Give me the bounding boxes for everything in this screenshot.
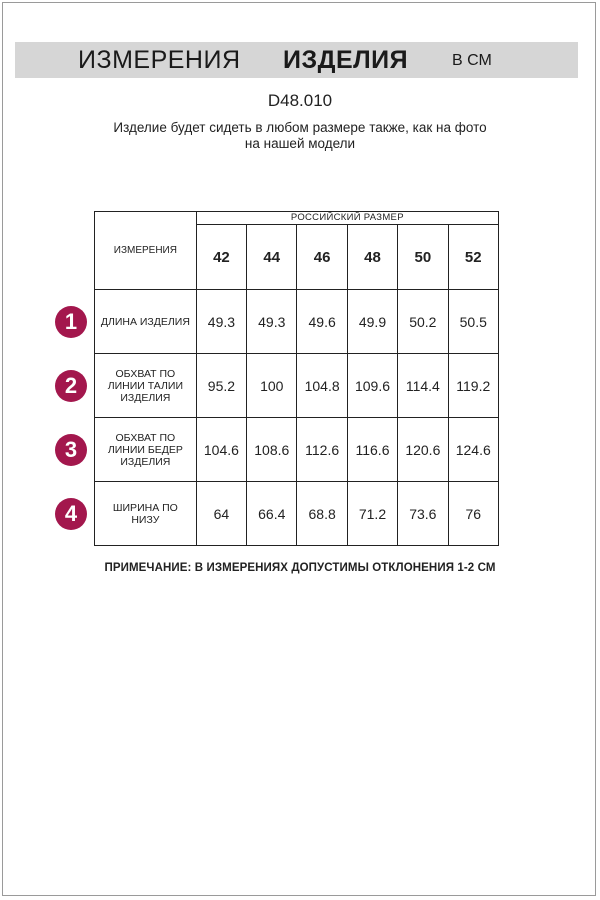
table-row: [95, 290, 499, 354]
value-cell: 112.6: [297, 418, 347, 482]
fit-note-line-2: на нашей модели: [244, 136, 356, 151]
row-label-line: ДЛИНА ИЗДЕЛИЯ: [100, 315, 190, 328]
value-cell: 119.2: [448, 354, 498, 418]
value-cell: 76: [448, 482, 498, 546]
number-badge-4: 4: [55, 498, 87, 530]
table-row: [95, 482, 499, 546]
value-cell: 68.8: [297, 482, 347, 546]
value-cell: 95.2: [196, 354, 246, 418]
header-measurements: ИЗМЕРЕНИЯ: [95, 212, 197, 290]
row-label-hips: [95, 418, 197, 482]
row-label-line: ЛИНИИ БЕДЕР: [107, 443, 183, 456]
fit-note-line-1: Изделие будет сидеть в любом размере также, как на фото: [113, 120, 487, 135]
number-badge-2: 2: [55, 370, 87, 402]
value-cell: 116.6: [347, 418, 397, 482]
title-bar: [15, 42, 578, 78]
size-header-cell: 52: [448, 225, 498, 290]
fit-note: [90, 120, 510, 152]
row-label-line: ОБХВАТ ПО: [115, 367, 176, 380]
row-label-waist: [95, 354, 197, 418]
table-row: [95, 354, 499, 418]
value-cell: 120.6: [398, 418, 448, 482]
size-header-cell: 46: [297, 225, 347, 290]
row-label-line: НИЗУ: [131, 513, 160, 526]
row-label-line: ОБХВАТ ПО: [115, 431, 176, 444]
header-russian-size: РОССИЙСКИЙ РАЗМЕР: [196, 212, 498, 225]
value-cell: 124.6: [448, 418, 498, 482]
value-cell: 49.6: [297, 290, 347, 354]
value-cell: 49.9: [347, 290, 397, 354]
value-cell: 49.3: [196, 290, 246, 354]
size-header-cell: 48: [347, 225, 397, 290]
title-measurements: ИЗМЕРЕНИЯ: [78, 46, 241, 74]
value-cell: 100: [247, 354, 297, 418]
table-header-group-row: [95, 212, 499, 225]
value-cell: 50.5: [448, 290, 498, 354]
row-label-line: ИЗДЕЛИЯ: [120, 391, 171, 404]
table-row: [95, 418, 499, 482]
title-product: ИЗДЕЛИЯ: [283, 46, 409, 74]
value-cell: 64: [196, 482, 246, 546]
value-cell: 114.4: [398, 354, 448, 418]
size-header-cell: 44: [247, 225, 297, 290]
value-cell: 104.8: [297, 354, 347, 418]
value-cell: 109.6: [347, 354, 397, 418]
value-cell: 104.6: [196, 418, 246, 482]
product-code: D48.010: [267, 91, 333, 110]
title-unit: В СМ: [452, 52, 492, 69]
size-chart-table: [94, 211, 499, 546]
size-header-cell: 50: [398, 225, 448, 290]
value-cell: 50.2: [398, 290, 448, 354]
value-cell: 66.4: [247, 482, 297, 546]
value-cell: 71.2: [347, 482, 397, 546]
value-cell: 108.6: [247, 418, 297, 482]
value-cell: 49.3: [247, 290, 297, 354]
number-badge-3: 3: [55, 434, 87, 466]
row-label-length: [95, 290, 197, 354]
value-cell: 73.6: [398, 482, 448, 546]
number-badge-1: 1: [55, 306, 87, 338]
size-header-cell: 42: [196, 225, 246, 290]
row-label-hem-width: [95, 482, 197, 546]
row-label-line: ШИРИНА ПО: [112, 501, 178, 514]
row-label-line: ИЗДЕЛИЯ: [120, 455, 171, 468]
tolerance-note: ПРИМЕЧАНИЕ: В ИЗМЕРЕНИЯХ ДОПУСТИМЫ ОТКЛОНЕНИЯ 1-2 СМ: [104, 562, 496, 574]
row-label-line: ЛИНИИ ТАЛИИ: [107, 379, 184, 392]
